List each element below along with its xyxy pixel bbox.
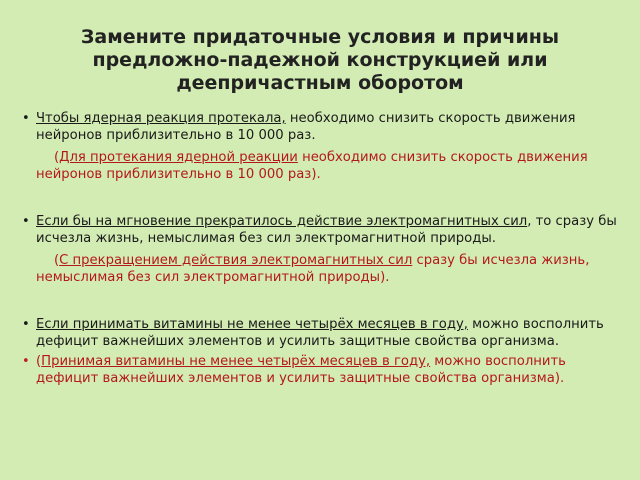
item-original-2 xyxy=(22,213,622,247)
item-answer-2 xyxy=(22,252,622,286)
item-4-clause: С прекращением действия электромагнитных сил xyxy=(59,253,413,268)
bullet-icon: • xyxy=(22,354,30,369)
exercise-list xyxy=(22,110,622,387)
item-6-paren: ( xyxy=(36,354,42,369)
item-6-rest: можно восполнить дефицит важнейших элементов и усилить защитные свойства организма). xyxy=(36,354,566,386)
item-3-clause: Если бы на мгновение прекратилось действие электромагнитных сил xyxy=(36,214,528,229)
item-5-rest: можно восполнить дефицит важнейших элементов и усилить защитные свойства организма. xyxy=(36,317,604,349)
title-line-3: деепричастным оборотом xyxy=(176,72,464,94)
title-line-2: предложно-падежной конструкцией или xyxy=(92,49,548,71)
item-4-rest: сразу бы исчезла жизнь, немыслимая без сил электромагнитной природы). xyxy=(36,253,590,285)
item-2-rest: необходимо снизить скорость движения нейронов приблизительно в 10 000 раз). xyxy=(36,150,588,182)
item-answer-1 xyxy=(22,149,622,183)
item-2-clause: Для протекания ядерной реакции xyxy=(59,150,298,165)
item-5-clause: Если принимать витамины не менее четырёх месяцев в году, xyxy=(36,317,468,332)
bullet-icon: • xyxy=(22,111,30,126)
slide-title xyxy=(40,26,600,95)
item-answer-3 xyxy=(22,353,622,387)
item-6-clause: Принимая витамины не менее четырёх месяцев в году, xyxy=(41,354,431,369)
item-2-paren: ( xyxy=(54,150,60,165)
item-original-3 xyxy=(22,316,622,350)
item-original-1 xyxy=(22,110,622,144)
item-3-rest: , то сразу бы исчезла жизнь, немыслимая без сил электромагнитной природы. xyxy=(36,214,617,246)
bullet-icon: • xyxy=(22,214,30,229)
title-line-1: Замените придаточные условия и причины xyxy=(80,26,560,48)
item-1-rest: необходимо снизить скорость движения нейронов приблизительно в 10 000 раз. xyxy=(36,111,576,143)
item-1-clause: Чтобы ядерная реакция протекала, xyxy=(36,111,286,126)
item-4-paren: ( xyxy=(54,253,60,268)
bullet-icon: • xyxy=(22,317,30,332)
